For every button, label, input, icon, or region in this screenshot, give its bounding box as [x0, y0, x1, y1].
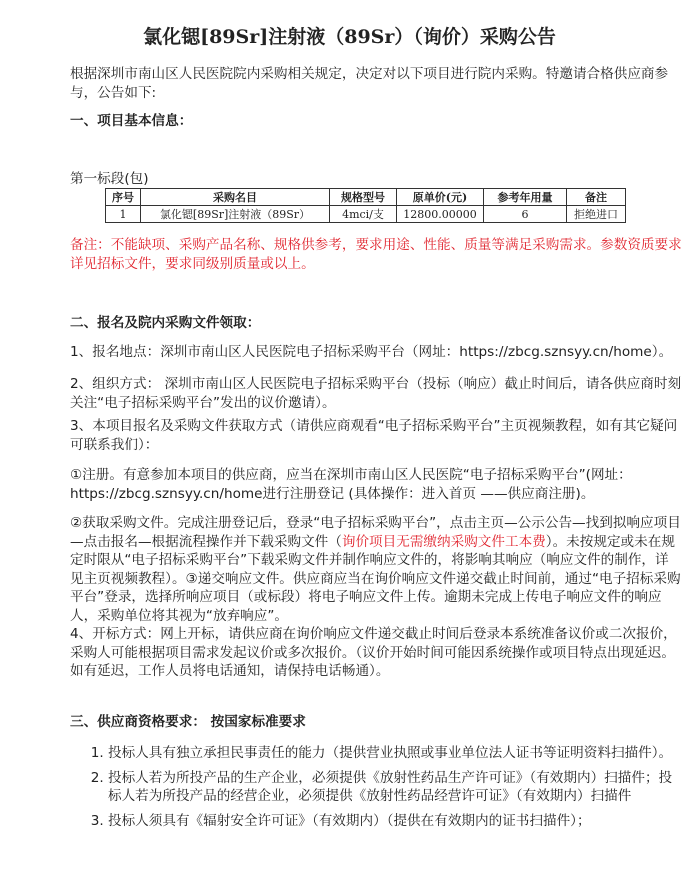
cell: 拒绝进口	[567, 206, 626, 223]
item-1: 1、报名地点：深圳市南山区人民医院电子招标采购平台（网址：https://zbcg.sznsyy.cn/home）。	[70, 344, 673, 360]
page-title: 氯化锶[89Sr]注射液（89Sr）（询价）采购公告	[143, 26, 556, 48]
requirement-item: 1. 投标人具有独立承担民事责任的能力（提供营业执照或事业单位法人证书等证明资料扫描件）。	[108, 744, 682, 763]
cell: 氯化锶[89Sr]注射液（89Sr）	[141, 206, 330, 223]
step-2-text: ②获取采购文件。完成注册登记后，登录“电子招标采购平台”，点击主页—公示公告—找到拟响应项目—点击报名—根据流程操作并下载采购文件（	[70, 515, 681, 550]
col-header: 参考年用量	[484, 189, 567, 206]
step-1: ①注册。有意参加本项目的供应商，应当在深圳市南山区人民医院“电子招标采购平台”(网址：https://zbcg.sznsyy.cn/home进行注册登记 (具体操作：进入首页 ——供应商注册)。	[70, 467, 632, 502]
table-header-row	[106, 189, 626, 206]
item-2: 2、组织方式： 深圳市南山区人民医院电子招标采购平台（投标（响应）截止时间后，请各供应商时刻关注“电子招标采购平台”发出的议价邀请）。	[70, 376, 682, 411]
step-2	[70, 514, 682, 625]
item-3: 3、本项目报名及采购文件获取方式（请供应商观看“电子招标采购平台”主页视频教程，如有其它疑问可联系我们）：	[70, 418, 678, 453]
red-note: 备注：不能缺项、采购产品名称、规格供参考，要求用途、性能、质量等满足采购需求。参数资质要求详见招标文件，要求同级别质量或以上。	[70, 237, 682, 272]
cell: 4mci/支	[330, 206, 397, 223]
col-header: 原单价(元)	[397, 189, 484, 206]
section-2-heading: 二、报名及院内采购文件领取：	[70, 315, 261, 331]
section-1-heading: 一、项目基本信息：	[70, 113, 193, 129]
col-header: 规格型号	[330, 189, 397, 206]
requirement-item: 2. 投标人若为所投产品的生产企业，必须提供《放射性药品生产许可证》（有效期内）扫描件；投标人若为所投产品的经营企业，必须提供《放射性药品经营许可证》（有效期内）扫描件	[108, 769, 682, 806]
col-header: 采购名目	[141, 189, 330, 206]
step-2-text-cont: ）。未按规定或未在规定时限从“电子招标采购平台”下载采购文件并制作响应文件的，将影响其响应（响应文件的制作，详见主页视频教程）。③递交响应文件。供应商应当在询价响应文件递交截止时间前，通过“电子招标采购平台”登录，选择所响应项目（或标段）将电子响应文件上传。逾期未完成上传电子响应文件的响应人，采购单位将其视为“放弃响应”。	[70, 533, 681, 624]
intro-text: 根据深圳市南山区人民医院院内采购相关规定，决定对以下项目进行院内采购。特邀请合格供应商参与，公告如下:	[70, 66, 669, 101]
section-3-heading: 三、供应商资格要求： 按国家标准要求	[70, 714, 306, 730]
step-2-highlight: 询价项目无需缴纳采购文件工本费	[341, 533, 546, 550]
item-4: 4、开标方式：网上开标，请供应商在询价响应文件递交截止时间后登录本系统准备议价或二次报价，采购人可能根据项目需求发起议价或多次报价。（议价开始时间可能因系统操作或项目特点出现延迟。如有延迟，工作人员将电话通知，请保持电话畅通）。	[70, 626, 677, 679]
col-header: 序号	[106, 189, 141, 206]
cell: 1	[106, 206, 141, 223]
cell: 12800.00000	[397, 206, 484, 223]
col-header: 备注	[567, 189, 626, 206]
lot-label: 第一标段(包)	[70, 171, 149, 187]
requirements-list	[88, 744, 682, 836]
requirement-item: 3. 投标人须具有《辐射安全许可证》（有效期内）（提供在有效期内的证书扫描件）；	[108, 812, 682, 831]
table-row	[106, 206, 626, 223]
procurement-table	[105, 188, 626, 223]
cell: 6	[484, 206, 567, 223]
